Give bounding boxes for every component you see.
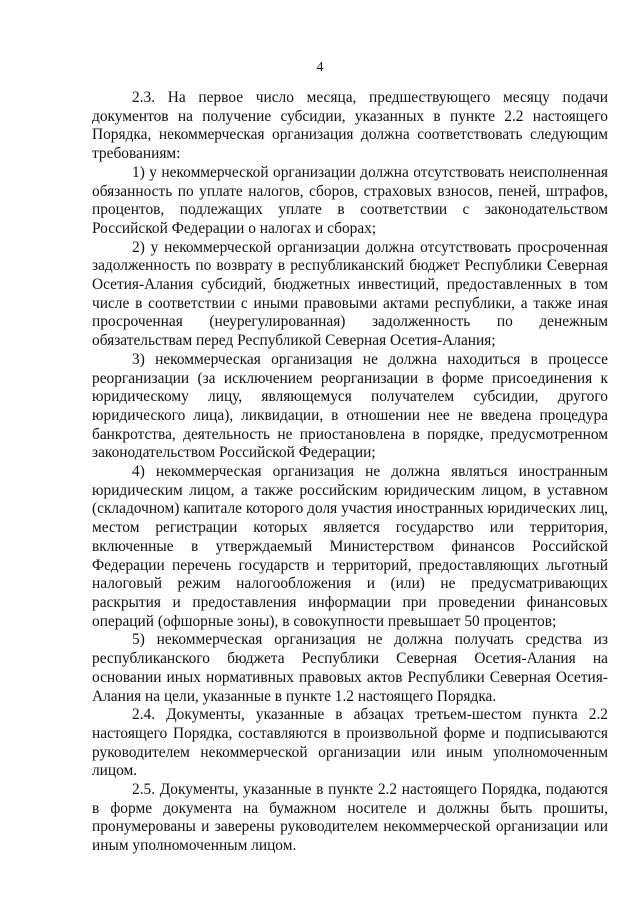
document-body <box>92 89 608 856</box>
requirement-2: 2) у некоммерческой организации должна отсутствовать просроченная задолженность по возврату в республиканский бюджет Республики Северная Осетия-Алания субсидий, бюджетных инвестиций, предоставленных в том числе в соответствии с иными правовыми актами республики, а также иная просроченная (неурегулированная) задолженность по денежным обязательствам перед Республикой Северная Осетия-Алания; <box>92 238 608 350</box>
page-number: 4 <box>316 60 324 75</box>
requirement-5: 5) некоммерческая организация не должна получать средства из республиканского бюджета Республики Северная Осетия-Алания на основании иных нормативных правовых актов Республики Северная Осетия-Алания на цели, указанные в пункте 1.2 настоящего Порядка. <box>92 631 608 705</box>
requirement-4: 4) некоммерческая организация не должна являться иностранным юридическим лицом, а также российским юридическим лицом, в уставном (складочном) капитале которого доля участия иностранных юридических лиц, местом регистрации которых является государство или территория, включенные в утверждаемый Министерством финансов Российской Федерации перечень государств и территорий, предоставляющих льготный налоговый режим налогообложения и (или) не предусматривающих раскрытия и предоставления информации при проведении финансовых операций (офшорные зоны), в совокупности превышает 50 процентов; <box>92 463 608 630</box>
paragraph-2-3: 2.3. На первое число месяца, предшествующего месяцу подачи документов на получение субсидии, указанных в пункте 2.2 настоящего Порядка, некоммерческая организация должна соответствовать следующим требованиям: <box>92 89 608 163</box>
requirement-1: 1) у некоммерческой организации должна отсутствовать неисполненная обязанность по уплате налогов, сборов, страховых взносов, пеней, штрафов, процентов, подлежащих уплате в соответствии с законодательством Российской Федерации о налогах и сборах; <box>92 163 608 237</box>
paragraph-2-4: 2.4. Документы, указанные в абзацах третьем-шестом пункта 2.2 настоящего Порядка, составляются в произвольной форме и подписываются руководителем некоммерческой организации или иным уполномоченным лицом. <box>92 706 608 780</box>
requirement-3: 3) некоммерческая организация не должна находиться в процессе реорганизации (за исключением реорганизации в форме присоединения к юридическому лицу, являющемуся получателем субсидии, другого юридического лица), ликвидации, в отношении нее не введена процедура банкротства, деятельность не приостановлена в порядке, предусмотренном законодательством Российской Федерации; <box>92 350 608 462</box>
paragraph-2-5: 2.5. Документы, указанные в пункте 2.2 настоящего Порядка, подаются в форме документа на бумажном носителе и должны быть прошиты, пронумерованы и заверены руководителем некоммерческой организации или иным уполномоченным лицом. <box>92 781 608 855</box>
